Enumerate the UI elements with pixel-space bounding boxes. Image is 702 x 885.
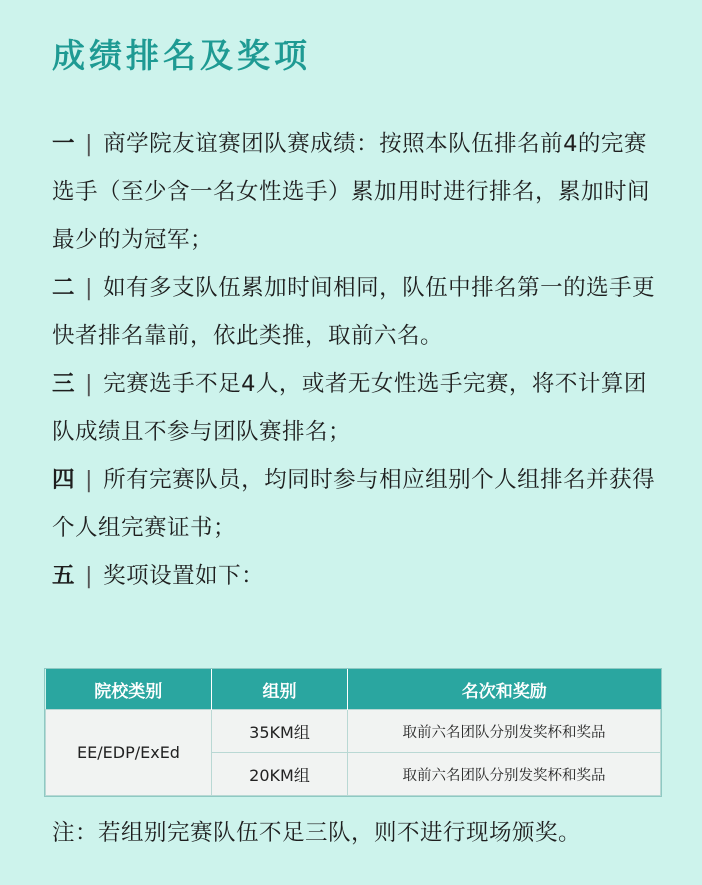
table-row [46,710,661,753]
rule-text: 完赛选手不足4人，或者无女性选手完赛，将不计算团队成绩且不参与团队赛排名； [52,371,647,445]
rule-item [52,264,662,360]
rule-text: 奖项设置如下： [103,563,265,589]
footnote: 注：若组别完赛队伍不足三队，则不进行现场颁奖。 [52,820,582,846]
rule-number: 五 [52,563,76,589]
school-cell: EE/EDP/ExEd [46,710,212,796]
header-school-category: 院校类别 [46,669,212,710]
group-cell: 20KM组 [212,753,348,796]
rule-separator: | [85,563,94,589]
group-cell: 35KM组 [212,710,348,753]
rule-text: 如有多支队伍累加时间相同，队伍中排名第一的选手更快者排名靠前，依此类推，取前六名。 [52,275,656,349]
header-rank-reward: 名次和奖励 [348,669,661,710]
rule-number: 二 [52,275,76,301]
rule-separator: | [85,275,94,301]
rule-text: 商学院友谊赛团队赛成绩：按照本队伍排名前4的完赛选手（至少含一名女性选手）累加用时进行排名，累加时间最少的为冠军； [52,131,651,253]
awards-table [44,668,662,797]
rule-number: 四 [52,467,76,493]
rule-item [52,456,662,552]
table-header-row [46,669,661,710]
rule-item [52,120,662,264]
header-group: 组别 [212,669,348,710]
award-cell: 取前六名团队分别发奖杯和奖品 [348,710,661,753]
rules-list [52,120,662,600]
rule-number: 一 [52,131,76,157]
rule-text: 所有完赛队员，均同时参与相应组别个人组排名并获得个人组完赛证书； [52,467,656,541]
rule-separator: | [85,131,94,157]
award-cell: 取前六名团队分别发奖杯和奖品 [348,753,661,796]
rule-separator: | [85,467,94,493]
rule-separator: | [85,371,94,397]
rule-item [52,552,662,600]
rule-item [52,360,662,456]
rule-number: 三 [52,371,76,397]
page-title: 成绩排名及奖项 [52,36,311,75]
